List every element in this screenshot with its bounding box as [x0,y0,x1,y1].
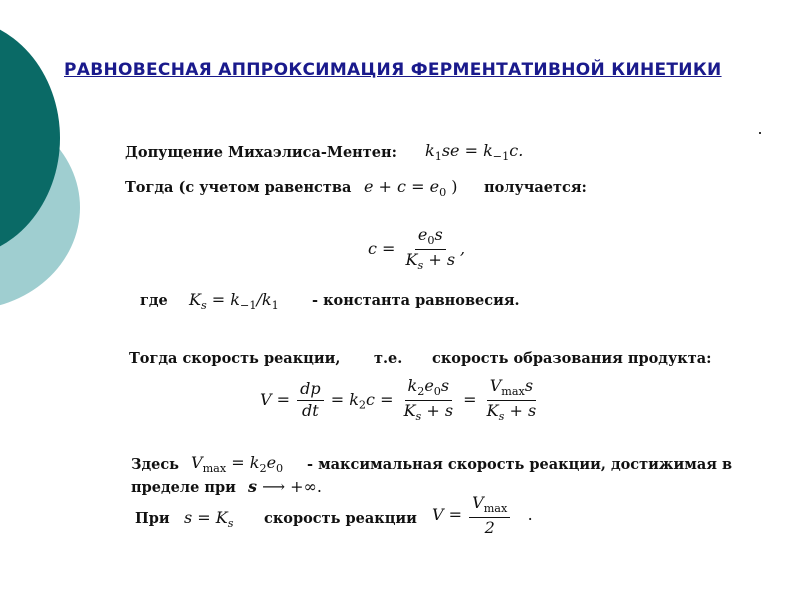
rate-intro-1: Тогда скорость реакции, [129,350,341,367]
slide-title: РАВНОВЕСНАЯ АППРОКСИМАЦИЯ ФЕРМЕНТАТИВНОЙ КИНЕТИКИ [64,60,722,80]
then-suffix: получается: [484,179,587,196]
rate-intro-2: т.е. [374,350,403,367]
equation-limit: s ⟶ +∞. [248,477,322,496]
when-middle: скорость реакции [264,510,417,527]
then-prefix: Тогда (с учетом равенства [125,179,352,196]
when-label: При [135,510,170,527]
equation-c: c = $\frac{e_0s}{K_s + s}$ , [368,225,466,272]
equation-conservation: $e + c = e_0$ ) [364,177,458,199]
limit-label: пределе при [131,479,236,496]
where-suffix: - константа равновесия. [312,292,520,309]
equation-Vmax: $V_{max} = k_2e_0$ [191,453,284,475]
equation-s-eq-Ks: $s = K_s$ [184,508,234,530]
where-label: где [140,292,168,309]
stray-dot [759,132,761,134]
equation-V: V = $\frac{dp}{dt}$ = $k_2c$ = $\frac{k_2e_0s}{K_s + s}$ = $\frac{V_{max}s}{K_s + s}$ [260,376,537,423]
rate-intro-3: скорость образования продукта: [432,350,712,367]
equation-assumption: $k_1se = k_{-1}c$. [425,141,524,163]
equation-V-half: V = $\frac{V_{max}}{2}$ . [432,493,533,537]
here-label: Здесь [131,456,180,473]
equation-Ks: $K_s = k_{-1}/k_1$ [189,290,279,312]
assumption-label: Допущение Михаэлиса-Ментен: [125,144,397,161]
here-suffix: - максимальная скорость реакции, достижимая в [307,456,733,473]
